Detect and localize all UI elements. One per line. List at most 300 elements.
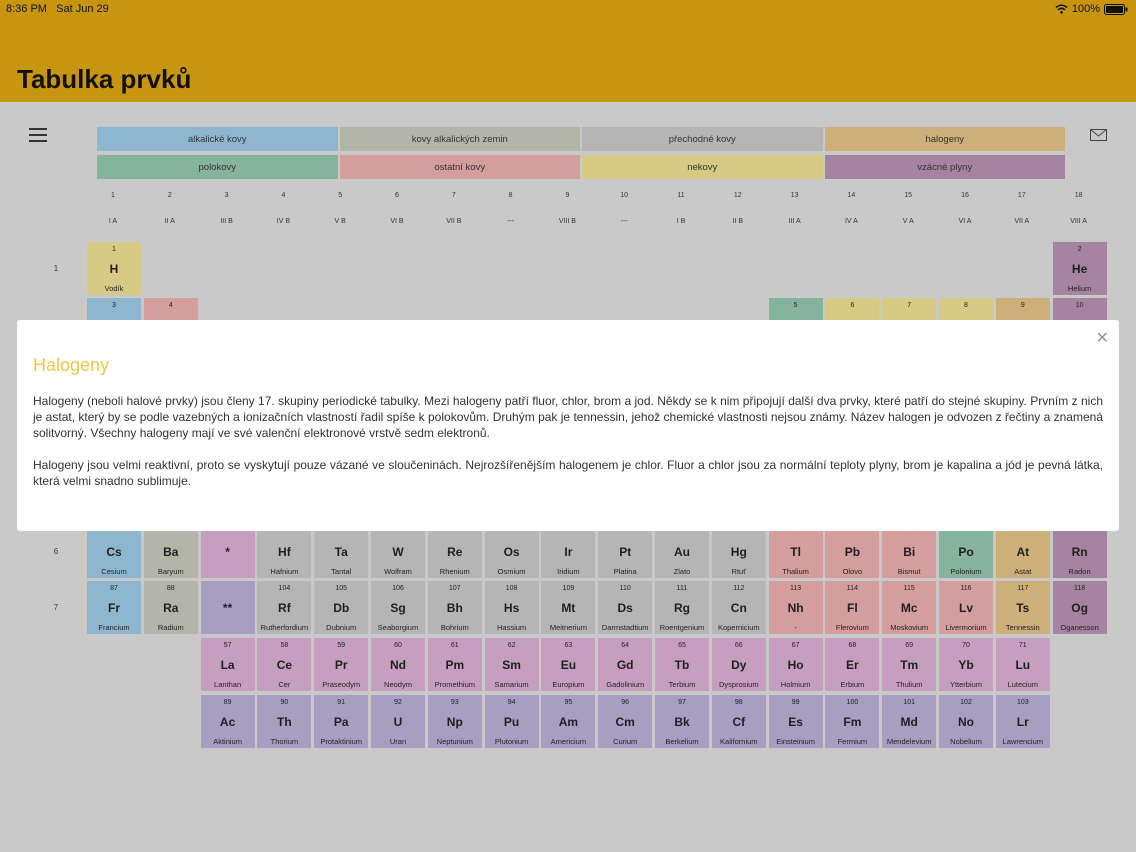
element-cell[interactable]	[597, 524, 653, 579]
element-name: Hafnium	[270, 567, 299, 576]
element-cell[interactable]	[1052, 241, 1108, 296]
element-cell[interactable]	[256, 580, 312, 635]
element-symbol: Og	[1071, 601, 1088, 615]
atomic-number: 60	[394, 642, 402, 649]
element-symbol: Rf	[278, 601, 291, 615]
element-cell[interactable]	[313, 580, 369, 635]
element-name: Rhenium	[439, 567, 470, 576]
element-cell[interactable]	[824, 694, 880, 749]
element-symbol: Am	[558, 715, 579, 729]
element-symbol: Lv	[958, 601, 973, 615]
atomic-number: 87	[110, 585, 118, 592]
atomic-number: 62	[507, 642, 516, 649]
legend-item[interactable]: přechodné kovy	[581, 126, 824, 152]
period-label: 7	[53, 603, 59, 612]
atomic-number: 65	[678, 642, 686, 649]
element-cell[interactable]	[427, 637, 483, 692]
atomic-number: 10	[1075, 302, 1084, 309]
group-roman: III A	[788, 218, 801, 225]
element-cell[interactable]	[938, 694, 994, 749]
atomic-number: 67	[791, 642, 800, 649]
element-name: Ytterbium	[949, 680, 983, 689]
element-symbol: Gd	[616, 658, 634, 672]
element-name: Lutecium	[1007, 680, 1039, 689]
element-symbol: Eu	[560, 658, 577, 672]
group-roman: II B	[732, 218, 744, 225]
element-cell[interactable]	[654, 694, 710, 749]
group-number: 6	[395, 192, 399, 199]
element-cell[interactable]	[995, 637, 1051, 692]
atomic-number: 110	[619, 585, 631, 592]
element-name: Radon	[1068, 567, 1091, 576]
element-symbol: Ba	[163, 545, 179, 559]
app-header	[0, 20, 1136, 102]
element-symbol: Md	[900, 715, 918, 729]
element-name: Olovo	[842, 567, 863, 576]
atomic-number: 66	[734, 642, 743, 649]
group-number: 16	[961, 192, 969, 199]
element-symbol: Es	[788, 715, 803, 729]
group-roman: VI A	[958, 218, 972, 225]
group-roman: VII A	[1014, 218, 1030, 225]
atomic-number: 103	[1016, 699, 1029, 706]
period-label: 6	[53, 547, 59, 556]
element-symbol: Re	[447, 545, 463, 559]
element-symbol: Db	[333, 601, 350, 615]
element-symbol: Lr	[1016, 715, 1029, 729]
atomic-number: 94	[507, 699, 516, 706]
element-symbol: Ce	[276, 658, 293, 672]
element-cell[interactable]	[597, 637, 653, 692]
element-symbol: Po	[958, 545, 974, 559]
period-label: 1	[53, 264, 59, 273]
element-cell[interactable]	[484, 580, 540, 635]
element-symbol: Ir	[564, 545, 573, 559]
element-cell[interactable]	[200, 524, 256, 579]
element-symbol: Ra	[163, 601, 179, 615]
element-symbol: Bh	[446, 601, 463, 615]
element-cell[interactable]	[540, 524, 596, 579]
element-name: Lanthan	[214, 680, 242, 689]
element-symbol: Lu	[1015, 658, 1031, 672]
element-symbol: At	[1016, 545, 1030, 559]
atomic-number: 109	[562, 585, 575, 592]
atomic-number: 7	[907, 302, 912, 309]
atomic-number: 61	[450, 642, 459, 649]
element-cell[interactable]	[995, 524, 1051, 579]
element-cell[interactable]	[768, 694, 824, 749]
atomic-number: 97	[678, 699, 686, 706]
atomic-number: 108	[505, 585, 518, 592]
element-name: Astat	[1014, 567, 1032, 576]
element-cell[interactable]	[86, 580, 142, 635]
atomic-number: 5	[793, 302, 798, 309]
element-symbol: Tb	[674, 658, 690, 672]
atomic-number: 89	[223, 699, 232, 706]
element-symbol: Mc	[900, 601, 918, 615]
element-name: Radium	[157, 623, 184, 632]
element-symbol: Pb	[844, 545, 861, 559]
element-name: Dubnium	[326, 623, 357, 632]
group-number: 9	[565, 192, 570, 199]
atomic-number: 91	[337, 699, 346, 706]
element-cell[interactable]	[1052, 580, 1108, 635]
atomic-number: 68	[848, 642, 857, 649]
element-cell[interactable]	[768, 637, 824, 692]
element-symbol: Ts	[1016, 601, 1030, 615]
element-name: Bismut	[897, 567, 921, 576]
element-name: Darmstadtium	[601, 623, 649, 632]
element-symbol: Pu	[503, 715, 520, 729]
element-symbol: U	[393, 715, 403, 729]
element-name: Neodym	[384, 680, 412, 689]
element-cell[interactable]	[484, 637, 540, 692]
element-symbol: Nd	[390, 658, 406, 672]
element-name: Curium	[613, 737, 638, 746]
group-number: 12	[733, 192, 742, 199]
element-symbol: Dy	[731, 658, 747, 672]
element-symbol: Hs	[503, 601, 520, 615]
element-cell[interactable]	[768, 580, 824, 635]
battery-icon	[1104, 4, 1128, 15]
legend-item[interactable]: ostatní kovy	[339, 154, 582, 180]
element-symbol: Cm	[615, 715, 635, 729]
element-name: Lawrencium	[1002, 737, 1044, 746]
element-name: Francium	[98, 623, 130, 632]
element-symbol: **	[222, 601, 233, 615]
element-name: Kalifornium	[720, 737, 758, 746]
element-cell[interactable]	[313, 694, 369, 749]
element-symbol: Cn	[730, 601, 747, 615]
element-name: Roentgenium	[659, 623, 705, 632]
atomic-number: 93	[450, 699, 459, 706]
element-symbol: Np	[446, 715, 463, 729]
group-roman: VII B	[446, 218, 462, 225]
element-cell[interactable]	[597, 580, 653, 635]
element-cell[interactable]	[313, 524, 369, 579]
dialog-paragraph-1: Halogeny (neboli halové prvky) jsou členy 17. skupiny periodické tabulky. Mezi halogeny patří fluor, chlor, brom a jod. Někdy se k nim připojují další dva prvky, které patří do stejné skupiny. Prvním z nich je astat, který by se podle vazebných a ionizačních vlastností řadil spíše k polokovům. Druhým pak je tennessin, jehož chemické vlastnosti nejsou známy. Název halogen je odvozen z řečtiny a znamená solitvorný. Všechny halogeny mají ve své valenční elektronové vrstvě sedm elektronů.	[33, 394, 1103, 440]
element-name: Rutherfordium	[260, 623, 309, 632]
element-name: Iridium	[557, 567, 580, 576]
legend-item[interactable]: alkalické kovy	[96, 126, 339, 152]
element-cell[interactable]	[427, 694, 483, 749]
element-cell[interactable]	[540, 637, 596, 692]
element-name: Thalium	[782, 567, 809, 576]
atomic-number: 114	[846, 585, 858, 592]
element-name: Livermorium	[945, 623, 987, 632]
element-cell[interactable]	[370, 637, 426, 692]
element-name: Protaktinium	[320, 737, 363, 746]
element-cell[interactable]	[200, 637, 256, 692]
element-name: Platina	[613, 567, 637, 576]
element-symbol: H	[109, 262, 119, 276]
element-name: Uran	[389, 737, 407, 746]
element-name: Flerovium	[835, 623, 869, 632]
element-symbol: He	[1071, 262, 1088, 276]
atomic-number: 112	[733, 585, 745, 592]
element-name: Thulium	[895, 680, 923, 689]
atomic-number: 4	[168, 302, 173, 309]
element-symbol: Hf	[278, 545, 291, 559]
element-cell[interactable]	[881, 580, 937, 635]
atomic-number: 98	[734, 699, 743, 706]
group-number: 14	[847, 192, 856, 199]
group-number: 2	[167, 192, 172, 199]
group-number: 8	[508, 192, 513, 199]
element-cell[interactable]	[938, 524, 994, 579]
group-number: 18	[1074, 192, 1083, 199]
element-name: Plutonium	[494, 737, 529, 746]
element-name: Kopernicium	[717, 623, 760, 632]
group-number: 4	[281, 192, 286, 199]
legend-item[interactable]: vzácné plyny	[824, 154, 1067, 180]
atomic-number: 71	[1018, 642, 1027, 649]
element-name: Oganesson	[1060, 623, 1099, 632]
element-symbol: Tm	[900, 658, 919, 672]
atomic-number: 63	[564, 642, 573, 649]
group-number: 5	[338, 192, 343, 199]
atomic-number: 117	[1017, 585, 1029, 592]
group-roman: ---	[507, 218, 515, 225]
element-cell[interactable]	[313, 637, 369, 692]
element-cell[interactable]	[540, 580, 596, 635]
element-symbol: Fl	[847, 601, 858, 615]
close-icon[interactable]: ✕	[1095, 330, 1109, 347]
atomic-number: 99	[791, 699, 800, 706]
element-name: Rtuť	[731, 567, 747, 576]
dialog-title: Halogeny	[33, 355, 110, 375]
element-name: Nobelium	[950, 737, 982, 746]
element-cell[interactable]	[370, 580, 426, 635]
atomic-number: 96	[621, 699, 630, 706]
element-cell[interactable]	[995, 580, 1051, 635]
element-symbol: La	[220, 658, 235, 672]
element-symbol: Rn	[1071, 545, 1088, 559]
element-cell[interactable]	[881, 637, 937, 692]
element-name: Cer	[278, 680, 291, 689]
element-name: Tennessin	[1005, 623, 1040, 632]
element-name: Gadolinium	[606, 680, 645, 689]
element-symbol: Pr	[334, 658, 348, 672]
element-cell[interactable]	[995, 694, 1051, 749]
element-name: Wolfram	[384, 567, 412, 576]
element-cell[interactable]	[768, 524, 824, 579]
element-name: Thorium	[270, 737, 299, 746]
group-roman: VIII B	[558, 218, 576, 225]
element-cell[interactable]	[654, 524, 710, 579]
atomic-number: 113	[790, 585, 802, 592]
category-info-dialog	[17, 320, 1119, 531]
atomic-number: 95	[564, 699, 573, 706]
element-cell[interactable]	[881, 694, 937, 749]
element-name: Neptunium	[436, 737, 473, 746]
element-symbol: Sg	[390, 601, 406, 615]
atomic-number: 9	[1020, 302, 1025, 309]
element-symbol: Au	[674, 545, 690, 559]
atomic-number: 8	[964, 302, 968, 309]
element-name: Holmium	[780, 680, 811, 689]
element-symbol: Bi	[903, 545, 916, 559]
element-symbol: Hg	[730, 545, 747, 559]
element-name: Aktinium	[213, 737, 242, 746]
element-cell[interactable]	[200, 580, 256, 635]
element-name: -	[794, 623, 797, 632]
element-cell[interactable]	[654, 637, 710, 692]
element-symbol: Sm	[502, 658, 521, 672]
atomic-number: 105	[335, 585, 348, 592]
element-name: Europium	[552, 680, 585, 689]
element-cell[interactable]	[824, 580, 880, 635]
element-cell[interactable]	[143, 580, 199, 635]
element-name: Tantal	[331, 567, 352, 576]
atomic-number: 59	[337, 642, 346, 649]
atomic-number: 64	[621, 642, 630, 649]
group-number: 7	[451, 192, 456, 199]
element-cell[interactable]	[654, 580, 710, 635]
element-name: Osmium	[497, 567, 526, 576]
atomic-number: 1	[112, 246, 116, 253]
element-cell[interactable]	[256, 637, 312, 692]
element-cell[interactable]	[86, 524, 142, 579]
element-symbol: Fm	[843, 715, 862, 729]
group-number: 3	[224, 192, 229, 199]
element-cell[interactable]	[370, 524, 426, 579]
group-roman: VI B	[390, 218, 404, 225]
group-number: 11	[677, 192, 685, 199]
element-cell[interactable]	[484, 694, 540, 749]
element-cell[interactable]	[881, 524, 937, 579]
atomic-number: 6	[850, 302, 855, 309]
element-name: Einsteinium	[776, 737, 815, 746]
status-date: Sat Jun 29	[56, 3, 109, 15]
status-bar	[0, 0, 1136, 20]
element-symbol: Rg	[674, 601, 690, 615]
atomic-number: 101	[903, 699, 916, 706]
element-cell[interactable]	[256, 694, 312, 749]
battery-percent: 100%	[1071, 3, 1100, 15]
element-name: Fermium	[837, 737, 868, 746]
atomic-number: 70	[962, 642, 970, 649]
element-name: Promethium	[434, 680, 476, 689]
element-name: Seaborgium	[377, 623, 419, 632]
group-number: 1	[111, 192, 115, 199]
element-symbol: Nh	[787, 601, 804, 615]
group-number: 15	[904, 192, 913, 199]
element-name: Meitnerium	[549, 623, 587, 632]
group-roman: II A	[164, 218, 175, 225]
group-roman: ---	[620, 218, 628, 225]
element-cell[interactable]	[427, 580, 483, 635]
atomic-number: 92	[394, 699, 402, 706]
element-symbol: Fr	[108, 601, 120, 615]
atomic-number: 111	[676, 585, 688, 592]
group-roman: VIII A	[1070, 218, 1087, 225]
element-cell[interactable]	[484, 524, 540, 579]
element-symbol: *	[225, 545, 230, 559]
group-roman: I B	[676, 218, 686, 225]
group-roman: V A	[902, 218, 914, 225]
element-cell[interactable]	[200, 694, 256, 749]
element-name: Terbium	[668, 680, 696, 689]
mail-icon[interactable]	[1090, 129, 1107, 141]
element-symbol: Ta	[334, 545, 348, 559]
element-symbol: Th	[277, 715, 292, 729]
element-name: Erbium	[840, 680, 865, 689]
group-number: 13	[790, 192, 799, 199]
element-name: Berkelium	[665, 737, 699, 746]
element-name: Moskovium	[890, 623, 929, 632]
element-symbol: Pa	[333, 715, 349, 729]
element-cell[interactable]	[597, 694, 653, 749]
element-cell[interactable]	[256, 524, 312, 579]
element-cell[interactable]	[143, 524, 199, 579]
atomic-number: 100	[846, 699, 859, 706]
element-symbol: Cs	[106, 545, 122, 559]
atomic-number: 107	[448, 585, 461, 592]
menu-icon[interactable]	[29, 128, 47, 142]
element-cell[interactable]	[427, 524, 483, 579]
element-cell[interactable]	[711, 694, 767, 749]
element-cell[interactable]	[824, 637, 880, 692]
atomic-number: 58	[280, 642, 289, 649]
atomic-number: 115	[903, 585, 915, 592]
element-symbol: Ho	[787, 658, 804, 672]
element-symbol: Mt	[561, 601, 576, 615]
element-cell[interactable]	[540, 694, 596, 749]
atomic-number: 116	[960, 585, 972, 592]
element-name: Hassium	[497, 623, 527, 632]
element-cell[interactable]	[711, 524, 767, 579]
element-cell[interactable]	[938, 580, 994, 635]
element-symbol: No	[958, 715, 974, 729]
atomic-number: 57	[223, 642, 232, 649]
legend-item[interactable]: polokovy	[96, 154, 339, 180]
atomic-number: 2	[1077, 246, 1082, 253]
element-symbol: W	[392, 545, 404, 559]
element-symbol: Pt	[619, 545, 632, 559]
element-symbol: Cf	[732, 715, 746, 729]
group-roman: V B	[334, 218, 346, 225]
group-number: 17	[1017, 192, 1026, 199]
element-name: Zlato	[673, 567, 691, 576]
atomic-number: 88	[166, 585, 175, 592]
element-cell[interactable]	[824, 524, 880, 579]
element-cell[interactable]	[938, 637, 994, 692]
legend-item[interactable]: nekovy	[581, 154, 824, 180]
element-symbol: Tl	[790, 545, 801, 559]
group-roman: IV A	[844, 218, 858, 225]
element-cell[interactable]	[711, 580, 767, 635]
atomic-number: 104	[278, 585, 291, 592]
element-cell[interactable]	[1052, 524, 1108, 579]
element-cell[interactable]	[370, 694, 426, 749]
element-symbol: Yb	[958, 658, 974, 672]
atomic-number: 106	[392, 585, 404, 592]
atomic-number: 90	[280, 699, 289, 706]
element-name: Americium	[550, 737, 587, 746]
element-cell[interactable]	[86, 241, 142, 296]
legend-item[interactable]: halogeny	[824, 126, 1067, 152]
group-roman: IV B	[276, 218, 290, 225]
element-name: Helium	[1067, 284, 1092, 293]
element-symbol: Bk	[674, 715, 690, 729]
atomic-number: 118	[1074, 585, 1086, 592]
page-title: Tabulka prvků	[17, 64, 192, 94]
element-cell[interactable]	[711, 637, 767, 692]
element-name: Baryum	[157, 567, 184, 576]
element-symbol: Er	[846, 658, 859, 672]
legend-item[interactable]: kovy alkalických zemin	[339, 126, 582, 152]
